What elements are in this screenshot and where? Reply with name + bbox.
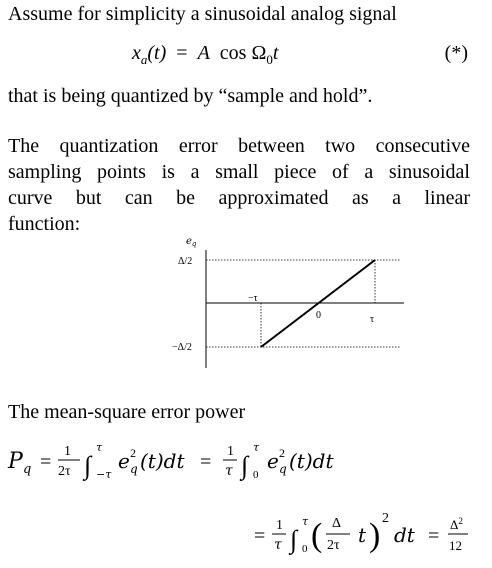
paren-sup: 2 — [382, 511, 389, 526]
eq-equals-2: = — [200, 451, 212, 473]
ylabel-eq: $e_q$ — [186, 236, 197, 248]
frac3-num: 1 — [276, 518, 283, 533]
int3-lower: 0 — [302, 543, 308, 555]
frac5-den: 12 — [449, 538, 462, 553]
int1-e: e — [118, 449, 130, 473]
mse-equation-line-2 — [254, 511, 468, 555]
int1-sup: 2 — [130, 446, 136, 460]
frac2-num: 1 — [227, 444, 234, 459]
eq-P: P — [8, 449, 23, 474]
integral-2: ∫ — [241, 451, 249, 480]
int1-lower: −τ — [96, 468, 112, 481]
frac4-den: 2τ — [327, 538, 340, 553]
paren-t: t — [358, 523, 367, 547]
frac1-num: 1 — [64, 444, 71, 459]
int1-rest: (t)dt — [140, 449, 185, 473]
frac2-den: τ — [225, 463, 233, 479]
right-paren: ) — [369, 517, 381, 554]
int1-upper: τ — [96, 441, 103, 454]
int2-upper: τ — [253, 441, 260, 454]
para-line-1: The quantization error between two consecutive — [8, 135, 470, 157]
mse-label: The mean-square error power — [8, 401, 246, 423]
frac1-den: 2τ — [58, 464, 71, 479]
para-line-2: sampling points is a small piece of a sinusoidal — [8, 161, 470, 183]
integral-1: ∫ — [84, 451, 92, 480]
signal-equation: $x_a(t) = A$ $\cos \Omega_0t$ — [132, 42, 279, 67]
integral-3: ∫ — [290, 525, 298, 554]
int2-sub: q — [279, 462, 287, 476]
frac3-den: τ — [274, 537, 282, 553]
eq-equals-1: = — [40, 451, 52, 473]
eq-equals-4: = — [428, 525, 440, 547]
int2-e: e — [267, 449, 279, 473]
eq-equals-3: = — [254, 525, 266, 547]
neg-tau-label: −τ — [248, 293, 258, 304]
int2-lower: 0 — [253, 469, 259, 481]
para-line-3: curve but can be approximated as a linear — [8, 187, 470, 209]
eq-P-sub: q — [23, 462, 32, 477]
int3-upper: τ — [302, 515, 309, 528]
top-label: Δ/2 — [178, 256, 193, 267]
zero-label: 0 — [316, 310, 321, 321]
para-line-4: function: — [8, 213, 81, 235]
frac4-num: Δ — [332, 516, 342, 531]
eq-dt: dt — [394, 523, 415, 547]
mse-equation-line-1 — [7, 441, 334, 481]
int2-rest: (t)dt — [289, 449, 334, 473]
frac5-num: $\Delta^2$ — [450, 516, 463, 532]
bottom-label: −Δ/2 — [172, 342, 192, 353]
intro-text: Assume for simplicity a sinusoidal analog signal — [8, 3, 397, 25]
quantized-text: that is being quantized by “sample and hold”. — [8, 85, 373, 107]
int2-sup: 2 — [279, 446, 285, 460]
left-paren: ( — [311, 517, 323, 554]
equation-tag: (*) — [444, 42, 468, 64]
tau-label: τ — [370, 314, 375, 325]
int1-sub: q — [130, 462, 138, 476]
